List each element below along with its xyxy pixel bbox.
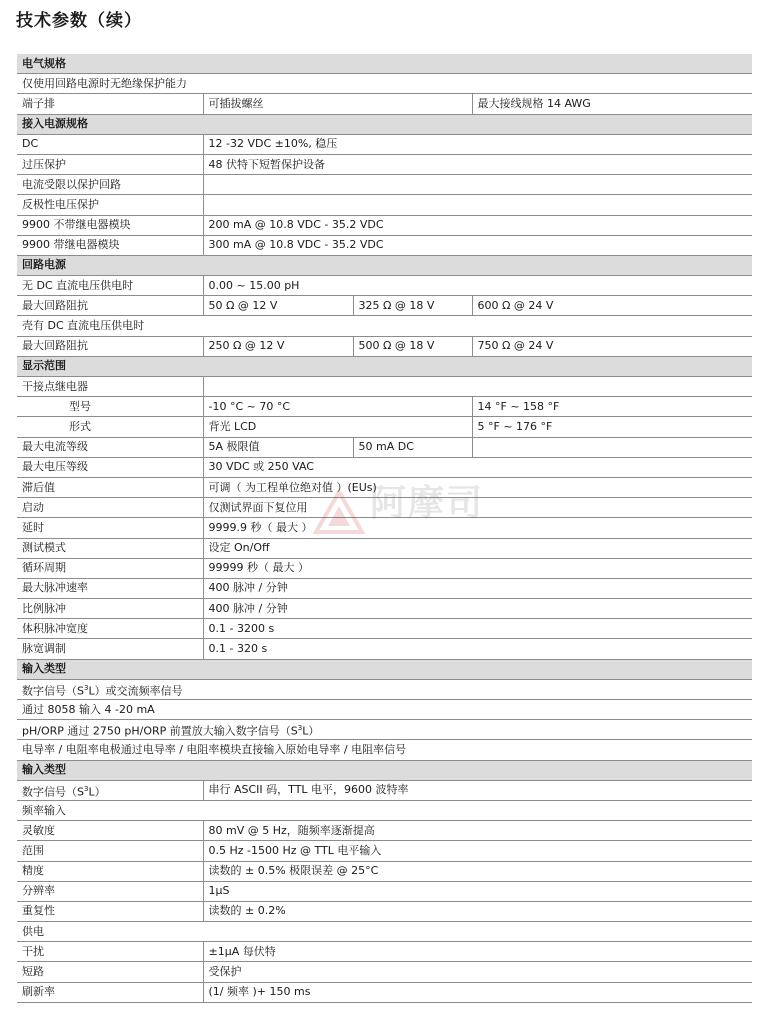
row-label: 范围 (17, 841, 203, 861)
row-value: 0.5 Hz -1500 Hz @ TTL 电平输入 (203, 841, 752, 861)
row-note: 通过 8058 输入 4 -20 mA (17, 700, 752, 720)
row-label: 9900 带继电器模块 (17, 235, 203, 255)
table-row (17, 558, 752, 578)
table-row (17, 700, 752, 720)
row-value: 600 Ω @ 24 V (472, 296, 752, 316)
row-value: 串行 ASCII 码，TTL 电平，9600 波特率 (203, 780, 752, 800)
section-header (17, 659, 752, 679)
row-value: 受保护 (203, 962, 752, 982)
row-value: 1μS (203, 881, 752, 901)
table-row (17, 962, 752, 982)
table-row (17, 599, 752, 619)
row-value: 可插拔螺丝 (203, 94, 472, 114)
row-label: 体积脉冲宽度 (17, 619, 203, 639)
table-row (17, 619, 752, 639)
row-label: 精度 (17, 861, 203, 881)
row-value: 50 mA DC (353, 437, 472, 457)
row-label: 灵敏度 (17, 821, 203, 841)
table-row (17, 901, 752, 921)
row-value (203, 377, 752, 397)
row-value: 400 脉冲 / 分钟 (203, 599, 752, 619)
row-value: (1/ 频率 )+ 150 ms (203, 982, 752, 1002)
row-label: 重复性 (17, 901, 203, 921)
row-value: 0.1 - 320 s (203, 639, 752, 659)
row-value: 30 VDC 或 250 VAC (203, 457, 752, 477)
row-label: 数字信号$(S^3L)$ (17, 780, 203, 800)
row-value: 读数的 ± 0.2% (203, 901, 752, 921)
page-title: 技术参数（续） (16, 11, 142, 31)
table-row (17, 982, 752, 1002)
row-value (472, 437, 752, 457)
table-row (17, 134, 752, 154)
table-row (17, 437, 752, 457)
row-extra: 5 °F ~ 176 °F (472, 417, 752, 437)
row-value: 设定 On/Off (203, 538, 752, 558)
table-row (17, 821, 752, 841)
section-title: 电气规格 (17, 54, 752, 74)
row-label: 过压保护 (17, 154, 203, 174)
row-label: 最大电压等级 (17, 457, 203, 477)
row-value: 325 Ω @ 18 V (353, 296, 472, 316)
row-label: 延时 (17, 518, 203, 538)
row-value: 400 脉冲 / 分钟 (203, 578, 752, 598)
table-row (17, 922, 752, 942)
row-label: 无 DC 直流电压供电时 (17, 276, 203, 296)
row-value: 0.00 ~ 15.00 pH (203, 276, 752, 296)
row-note: 数字信号$(S^3L)$或交流频率信号 (17, 679, 752, 699)
row-label: 9900 不带继电器模块 (17, 215, 203, 235)
row-label: 型号 (17, 397, 203, 417)
row-label: 最大脉冲速率 (17, 578, 203, 598)
row-value: 0.1 - 3200 s (203, 619, 752, 639)
table-row (17, 397, 752, 417)
section-header (17, 114, 752, 134)
row-note: 电导率 / 电阻率电极通过电导率 / 电阻率模块直接输入原始电导率 / 电阻率信号 (17, 740, 752, 760)
table-row (17, 276, 752, 296)
table-row (17, 720, 752, 740)
row-label: 最大回路阻抗 (17, 296, 203, 316)
table-row (17, 841, 752, 861)
table-row (17, 94, 752, 114)
row-label: 分辨率 (17, 881, 203, 901)
row-value: 300 mA @ 10.8 VDC - 35.2 VDC (203, 235, 752, 255)
row-label: 电流受限以保护回路 (17, 175, 203, 195)
table-row (17, 679, 752, 699)
section-title: 输入类型 (17, 760, 752, 780)
row-label: 比例脉冲 (17, 599, 203, 619)
row-value: 50 Ω @ 12 V (203, 296, 353, 316)
table-row (17, 477, 752, 497)
table-row (17, 175, 752, 195)
row-value: 80 mV @ 5 Hz，随频率逐渐提高 (203, 821, 752, 841)
row-value: 250 Ω @ 12 V (203, 336, 353, 356)
table-row (17, 195, 752, 215)
table-row (17, 538, 752, 558)
spec-table (17, 54, 752, 1003)
row-value (203, 195, 752, 215)
table-row (17, 417, 752, 437)
table-row (17, 377, 752, 397)
row-label: 干扰 (17, 942, 203, 962)
section-header (17, 255, 752, 275)
section-title: 输入类型 (17, 659, 752, 679)
row-label: 形式 (17, 417, 203, 437)
row-value (203, 175, 752, 195)
table-row (17, 154, 752, 174)
table-row (17, 498, 752, 518)
row-label: 干接点继电器 (17, 377, 203, 397)
table-row (17, 316, 752, 336)
row-value: ±1μA 每伏特 (203, 942, 752, 962)
row-note: 频率输入 (17, 800, 752, 820)
row-label: 脉宽调制 (17, 639, 203, 659)
section-title: 回路电源 (17, 255, 752, 275)
row-label: 测试模式 (17, 538, 203, 558)
table-row (17, 800, 752, 820)
table-row (17, 457, 752, 477)
row-note: 供电 (17, 922, 752, 942)
table-row (17, 861, 752, 881)
table-row (17, 336, 752, 356)
row-value: 99999 秒（ 最大 ） (203, 558, 752, 578)
section-header (17, 356, 752, 376)
row-label: 循环周期 (17, 558, 203, 578)
row-label: 启动 (17, 498, 203, 518)
row-label: 反极性电压保护 (17, 195, 203, 215)
table-row (17, 942, 752, 962)
row-label: 滞后值 (17, 477, 203, 497)
row-extra: 最大接线规格 14 AWG (472, 94, 752, 114)
row-note: 壳有 DC 直流电压供电时 (17, 316, 752, 336)
table-row (17, 518, 752, 538)
table-row (17, 780, 752, 800)
table-row (17, 74, 752, 94)
table-row (17, 235, 752, 255)
row-value: 背光 LCD (203, 417, 472, 437)
row-value: 仅测试界面下复位用 (203, 498, 752, 518)
section-title: 接入电源规格 (17, 114, 752, 134)
row-note: 仅使用回路电源时无绝缘保护能力 (17, 74, 752, 94)
row-label: 短路 (17, 962, 203, 982)
row-extra: 14 °F ~ 158 °F (472, 397, 752, 417)
row-label: 最大电流等级 (17, 437, 203, 457)
table-row (17, 296, 752, 316)
section-header (17, 54, 752, 74)
row-label: 最大回路阻抗 (17, 336, 203, 356)
table-row (17, 578, 752, 598)
row-value: 读数的 ± 0.5% 极限误差 @ 25°C (203, 861, 752, 881)
row-value: 750 Ω @ 24 V (472, 336, 752, 356)
row-value: 48 伏特下短暂保护设备 (203, 154, 752, 174)
table-row (17, 740, 752, 760)
row-value: 200 mA @ 10.8 VDC - 35.2 VDC (203, 215, 752, 235)
row-label: 刷新率 (17, 982, 203, 1002)
row-value: -10 °C ~ 70 °C (203, 397, 472, 417)
row-value: 9999.9 秒（ 最大 ） (203, 518, 752, 538)
section-header (17, 760, 752, 780)
table-row (17, 639, 752, 659)
watermark-text: 阿摩司 (370, 483, 485, 524)
table-row (17, 881, 752, 901)
row-value: 12 -32 VDC ±10%, 稳压 (203, 134, 752, 154)
section-title: 显示范围 (17, 356, 752, 376)
row-label: 端子排 (17, 94, 203, 114)
row-value: 可调（ 为工程单位绝对值 ）(EUs) (203, 477, 752, 497)
row-value: 5A 极限值 (203, 437, 353, 457)
row-label: DC (17, 134, 203, 154)
row-value: 500 Ω @ 18 V (353, 336, 472, 356)
row-note: pH/ORP 通过 2750 pH/ORP 前置放大输入数字信号$(S^3L)$ (17, 720, 752, 740)
table-row (17, 215, 752, 235)
